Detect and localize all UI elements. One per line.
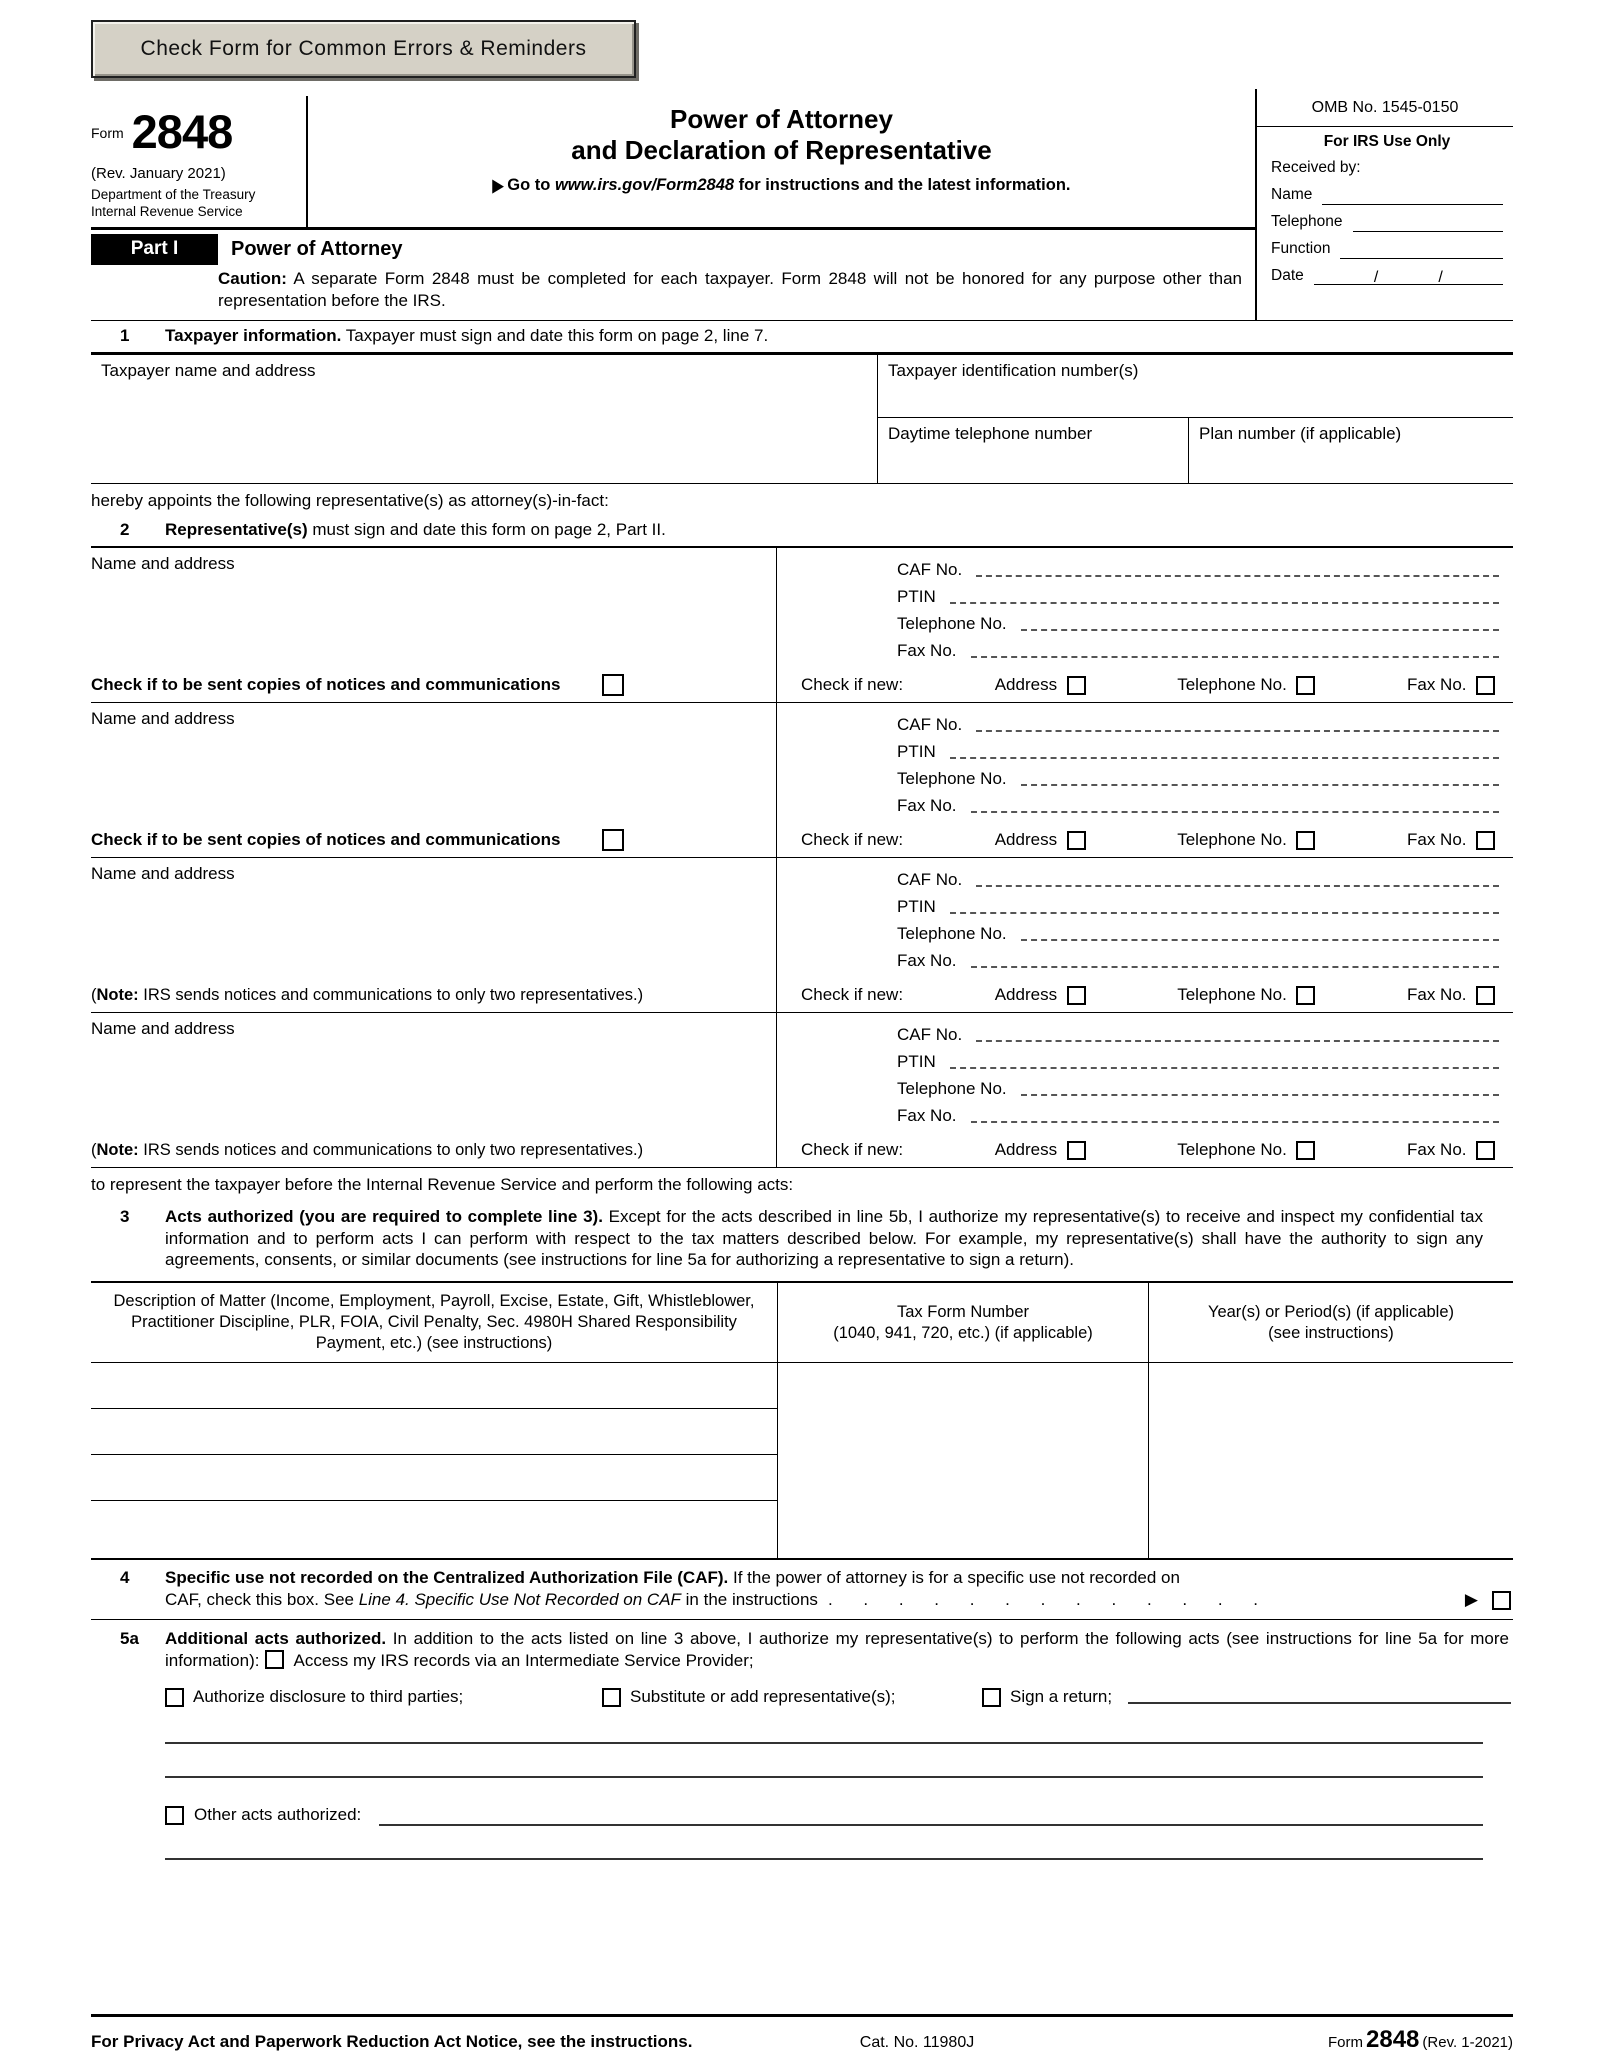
representative-block-4 [91,1013,1513,1168]
rep4-fax-field[interactable] [971,1109,1499,1123]
received-name-label: Name [1271,186,1313,204]
rep1-name-address-label[interactable]: Name and address [91,554,235,574]
representative-block-2 [91,703,1513,858]
description-row-3[interactable] [91,1455,777,1501]
rep2-telephone-label: Telephone No. [897,769,1007,789]
rep4-ptin-label: PTIN [897,1052,936,1072]
form-revision: (Rev. January 2021) [91,165,226,183]
additional-acts-line-1[interactable] [165,1710,1483,1744]
rep2-copies-label: Check if to be sent copies of notices and communications [91,830,561,850]
rep4-new-address-label: Address [994,1140,1058,1160]
part1-header [91,230,1255,268]
rep3-new-fax-label: Fax No. [1406,985,1467,1005]
rep2-new-fax-checkbox[interactable] [1476,831,1495,850]
rep4-caf-field[interactable] [976,1028,1499,1042]
rep4-name-address-label[interactable]: Name and address [91,1019,235,1039]
right-arrow-icon: ▶ [1464,1590,1478,1610]
form-header [91,96,1513,320]
rep1-copies-label: Check if to be sent copies of notices and communications [91,675,561,695]
received-telephone-field[interactable] [1353,215,1503,232]
rep3-new-address-checkbox[interactable] [1067,986,1086,1005]
form-identity-block [91,96,308,227]
rep2-name-address-label[interactable]: Name and address [91,709,235,729]
rep3-caf-label: CAF No. [897,870,963,890]
irs-form-url: www.irs.gov/Form2848 [554,176,735,195]
description-row-1[interactable] [91,1363,777,1409]
representative-block-3 [91,858,1513,1013]
description-row-4[interactable] [91,1501,777,1558]
rep1-new-telephone-label: Telephone No. [1177,675,1287,695]
rep3-ptin-field[interactable] [950,900,1499,914]
form-word: Form [91,125,124,141]
substitute-representative-checkbox[interactable] [602,1688,621,1707]
rep1-fax-field[interactable] [971,644,1499,658]
rep1-telephone-field[interactable] [1021,617,1499,631]
plan-number-cell[interactable]: Plan number (if applicable) [1188,417,1513,483]
rep1-check-if-new-label: Check if new: [801,675,904,695]
appoints-text: hereby appoints the following representative(s) as attorney(s)-in-fact: [91,490,609,510]
rep1-new-address-checkbox[interactable] [1067,676,1086,695]
rep2-check-if-new-label: Check if new: [801,830,904,850]
privacy-act-notice: For Privacy Act and Paperwork Reduction Act Notice, see the instructions. [91,2032,693,2052]
intermediate-provider-checkbox[interactable] [265,1650,284,1669]
part1-title: Power of Attorney [231,237,403,260]
rep4-telephone-label: Telephone No. [897,1079,1007,1099]
rep3-new-address-label: Address [994,985,1058,1005]
received-date-field[interactable]: / / [1314,268,1503,285]
specific-use-checkbox[interactable] [1492,1591,1511,1610]
rep3-ptin-label: PTIN [897,897,936,917]
rep3-new-telephone-label: Telephone No. [1177,985,1287,1005]
acts-col3-header: Year(s) or Period(s) (if applicable) (see instructions) [1148,1283,1513,1362]
acts-authorized-table [91,1281,1513,1560]
form-number: 2848 [131,105,233,158]
rep2-copies-checkbox[interactable] [602,829,624,851]
rep4-check-if-new-label: Check if new: [801,1140,904,1160]
tax-form-number-column[interactable] [777,1363,1148,1558]
rep4-new-fax-label: Fax No. [1406,1140,1467,1160]
page-footer [91,2014,1513,2056]
rep2-caf-field[interactable] [976,718,1499,732]
years-periods-column[interactable] [1148,1363,1513,1558]
description-column [91,1363,777,1558]
line4-section: 4 Specific use not recorded on the Centralized Authorization File (CAF). If the power of attorney is for a specific use not recorded on CAF, check this box. See Line 4. Specific Use Not Recorded on CAF in the instructions . . . . . . . . . . . . . ▶ [91,1560,1513,1620]
line3-paragraph: 3 Acts authorized (you are required to complete line 3). Except for the acts described in line 5b, I authorize my representative(s) to receive and inspect my confidential tax information and to perform acts I can perform with respect to the tax matters described below. For example, my representative(s) shall have the authority to sign any agreements, consents, or similar documents (see instructions for line 5a for authorizing a representative to sign a return). [120,1206,1483,1270]
rep2-telephone-field[interactable] [1021,772,1499,786]
line5a-section: 5a Additional acts authorized. In addition to the acts listed on line 3 above, I authorize my representative(s) to perform the following acts (see instructions for line 5a for more information): Access my IRS records via an Intermediate Service Provider; [120,1628,1509,1670]
other-acts-checkbox[interactable] [165,1806,184,1825]
check-form-errors-button[interactable]: Check Form for Common Errors & Reminders [91,20,636,78]
rep3-check-if-new-label: Check if new: [801,985,904,1005]
caution-paragraph: Caution: A separate Form 2848 must be completed for each taxpayer. Form 2848 will not be honored for any purpose other than representation before the IRS. [218,269,1242,311]
line2-heading: 2 Representative(s) must sign and date this form on page 2, Part II. [91,515,1513,548]
rep1-new-fax-label: Fax No. [1406,675,1467,695]
other-acts-line-2[interactable] [165,1826,1483,1860]
rep2-new-address-label: Address [994,830,1058,850]
rep3-fax-label: Fax No. [897,951,957,971]
rep3-caf-field[interactable] [976,873,1499,887]
rep1-caf-label: CAF No. [897,560,963,580]
page-title: Power of Attorney and Declaration of Representative [571,104,992,165]
line5a-options-row: Authorize disclosure to third parties; Substitute or add representative(s); Sign a return; [165,1686,1513,1708]
rep4-telephone-field[interactable] [1021,1082,1499,1096]
additional-acts-line-2[interactable] [165,1744,1483,1778]
description-row-2[interactable] [91,1409,777,1455]
omb-number: OMB No. 1545-0150 [1257,89,1513,127]
rep3-telephone-label: Telephone No. [897,924,1007,944]
agency-line: Internal Revenue Service [91,204,243,220]
rep2-new-address-checkbox[interactable] [1067,831,1086,850]
rep4-new-address-checkbox[interactable] [1067,1141,1086,1160]
rep4-new-telephone-checkbox[interactable] [1296,1141,1315,1160]
represent-text: to represent the taxpayer before the Internal Revenue Service and perform the following acts: [91,1175,794,1195]
taxpayer-info-table [91,352,1513,484]
rep1-ptin-field[interactable] [950,590,1499,604]
rep4-note: (Note: IRS sends notices and communications to only two representatives.) [91,1141,644,1160]
rep2-ptin-field[interactable] [950,745,1499,759]
goto-instructions-line: ▶ Go to www.irs.gov/Form2848 for instructions and the latest information. [308,175,1255,196]
rep1-telephone-label: Telephone No. [897,614,1007,634]
rep1-ptin-label: PTIN [897,587,936,607]
received-function-label: Function [1271,239,1331,257]
rep1-copies-checkbox[interactable] [602,674,624,696]
rep3-telephone-field[interactable] [1021,927,1499,941]
rep3-name-address-label[interactable]: Name and address [91,864,235,884]
rep1-new-fax-checkbox[interactable] [1476,676,1495,695]
rep2-fax-label: Fax No. [897,796,957,816]
received-telephone-label: Telephone [1271,212,1343,230]
rep4-new-fax-checkbox[interactable] [1476,1141,1495,1160]
daytime-phone-cell[interactable]: Daytime telephone number [877,417,1188,483]
other-acts-field[interactable] [379,1810,1483,1826]
sign-return-field[interactable] [1128,1688,1511,1704]
acts-col2-header: Tax Form Number (1040, 941, 720, etc.) (if applicable) [777,1283,1148,1362]
other-acts-label: Other acts authorized: [194,1805,362,1825]
rep3-fax-field[interactable] [971,954,1499,968]
rep1-new-address-label: Address [994,675,1058,695]
disclosure-checkbox[interactable] [165,1688,184,1707]
received-by-label: Received by: [1271,159,1361,177]
rep4-new-telephone-label: Telephone No. [1177,1140,1287,1160]
rep4-caf-label: CAF No. [897,1025,963,1045]
rep2-new-telephone-label: Telephone No. [1177,830,1287,850]
rep1-caf-field[interactable] [976,563,1499,577]
footer-form-id: Form 2848 (Rev. 1-2021) [1328,2026,1513,2054]
irs-use-only-title: For IRS Use Only [1323,133,1451,151]
rep2-ptin-label: PTIN [897,742,936,762]
rep1-new-telephone-checkbox[interactable] [1296,676,1315,695]
right-arrow-icon: ▶ [492,175,504,195]
representative-block-1 [91,548,1513,703]
received-function-field[interactable] [1340,242,1503,259]
taxpayer-name-address-cell[interactable]: Taxpayer name and address [101,360,316,380]
line1-heading: 1 Taxpayer information. Taxpayer must sign and date this form on page 2, line 7. [91,320,1513,352]
other-acts-row [165,1804,1483,1826]
rep3-new-telephone-checkbox[interactable] [1296,986,1315,1005]
rep2-new-telephone-checkbox[interactable] [1296,831,1315,850]
rep1-fax-label: Fax No. [897,641,957,661]
sign-return-checkbox[interactable] [982,1688,1001,1707]
dot-leader: . . . . . . . . . . . . . [827,1590,1259,1610]
taxpayer-tin-cell[interactable]: Taxpayer identification number(s) [877,355,1513,417]
rep3-new-fax-checkbox[interactable] [1476,986,1495,1005]
irs-use-only-box [1255,89,1513,320]
catalog-number: Cat. No. 11980J [859,2034,975,2052]
rep2-fax-field[interactable] [971,799,1499,813]
received-name-field[interactable] [1322,188,1503,205]
rep2-caf-label: CAF No. [897,715,963,735]
rep2-new-fax-label: Fax No. [1406,830,1467,850]
received-date-label: Date [1271,266,1304,284]
rep4-ptin-field[interactable] [950,1055,1499,1069]
rep4-fax-label: Fax No. [897,1106,957,1126]
department-line: Department of the Treasury [91,187,256,203]
acts-col1-header: Description of Matter (Income, Employment, Payroll, Excise, Estate, Gift, Whistleblower, Practitioner Discipline, PLR, FOIA, Civil Penalty, Sec. 4980H Shared Responsibility Payment, etc.) (see instructions) [113,1292,755,1353]
part1-badge: Part I [91,234,218,265]
rep3-note: (Note: IRS sends notices and communications to only two representatives.) [91,986,644,1005]
